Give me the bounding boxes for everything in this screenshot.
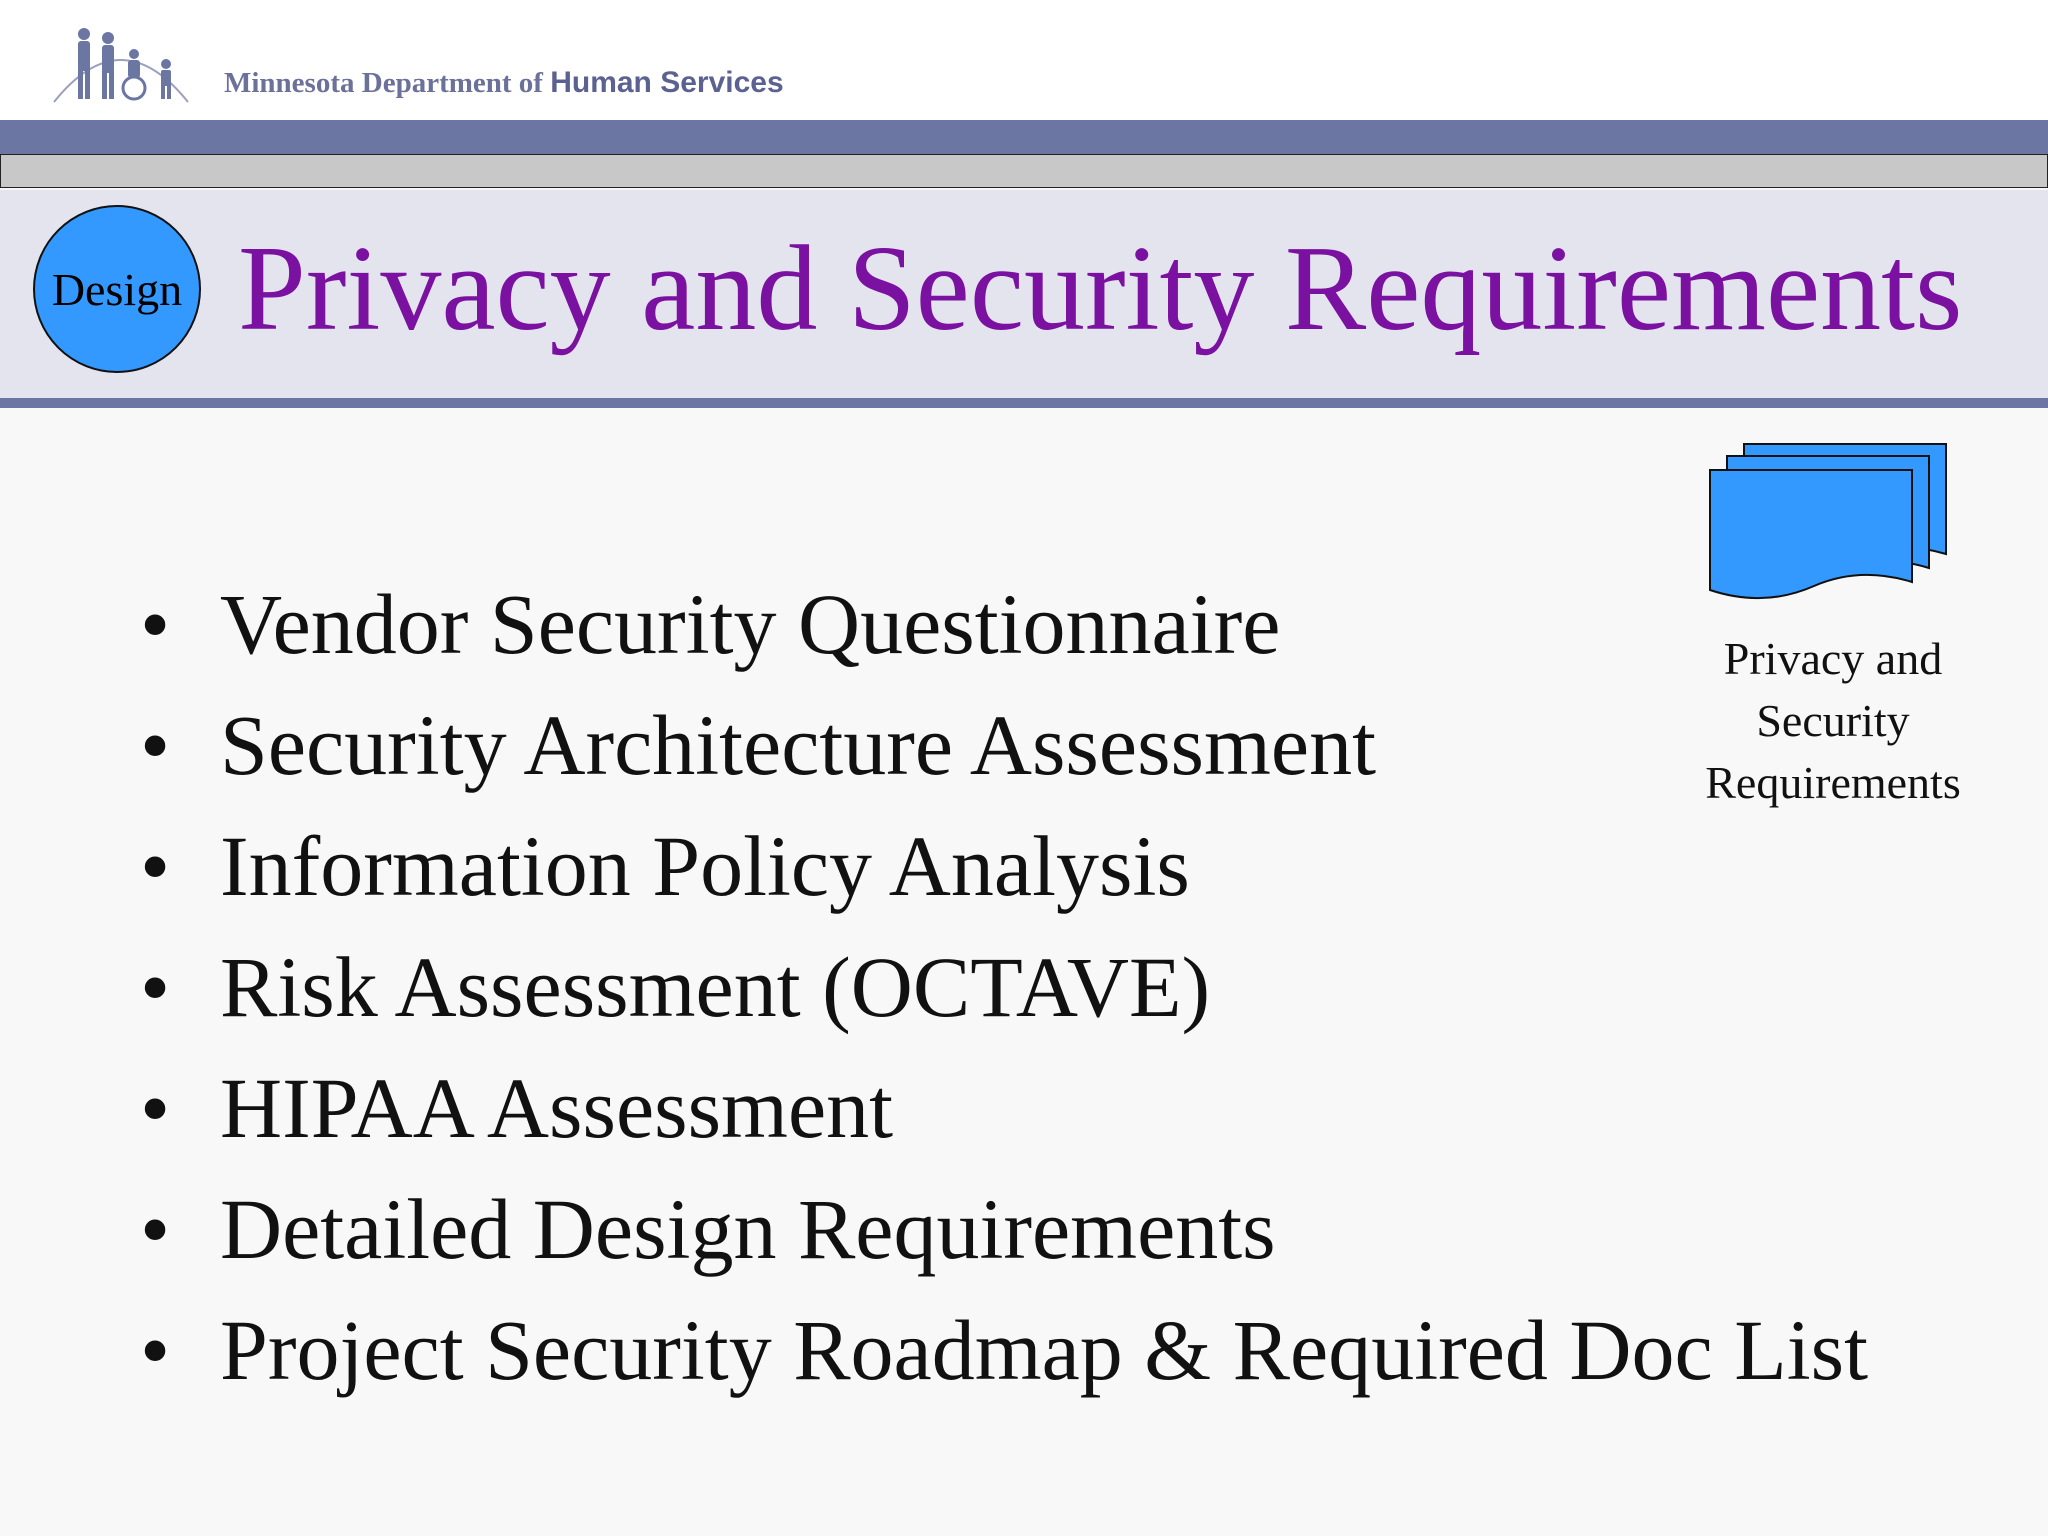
- bullet-item: [140, 1300, 1960, 1400]
- bullet-item: [140, 937, 1920, 1037]
- bullet-item: [140, 695, 1920, 795]
- bullet-list: [140, 574, 1920, 1400]
- slide-title: Privacy and Security Requirements: [238, 221, 1963, 356]
- bullet-item: [140, 1179, 1920, 1279]
- header-gray-band: [0, 154, 2048, 188]
- bullet-text: Vendor Security Questionnaire: [220, 576, 1281, 672]
- bullet-text: HIPAA Assessment: [220, 1060, 894, 1156]
- bullet-dot: •: [140, 1302, 171, 1398]
- multi-document-icon: [1706, 440, 1952, 618]
- agency-name: [224, 66, 784, 100]
- bullet-dot: •: [140, 697, 171, 793]
- stage-badge-label: Design: [51, 263, 183, 315]
- bullet-dot: •: [140, 939, 171, 1035]
- bullet-dot: •: [140, 1060, 171, 1156]
- bullet-item: [140, 574, 1920, 674]
- header: [0, 0, 2048, 120]
- document-caption: Privacy and Security Requirements: [1705, 633, 1961, 808]
- bullet-dot: •: [140, 1181, 171, 1277]
- bullet-item: [140, 1058, 1920, 1158]
- title-rule: [0, 398, 2048, 408]
- bullet-text: Information Policy Analysis: [220, 818, 1190, 914]
- stage-badge: [33, 205, 201, 373]
- bullet-dot: •: [140, 576, 171, 672]
- bullet-dot: •: [140, 818, 171, 914]
- agency-prefix: Minnesota Department of: [224, 67, 543, 99]
- bullet-text: Detailed Design Requirements: [220, 1181, 1276, 1277]
- header-band: [0, 120, 2048, 154]
- agency-name-bold: Human Services: [550, 66, 784, 99]
- bullet-item: [140, 816, 1920, 916]
- bullet-text: Project Security Roadmap & Required Doc List: [220, 1302, 1868, 1398]
- bullet-text: Security Architecture Assessment: [220, 697, 1376, 793]
- dhs-people-logo: [50, 24, 192, 106]
- bullet-text: Risk Assessment (OCTAVE): [220, 939, 1211, 1035]
